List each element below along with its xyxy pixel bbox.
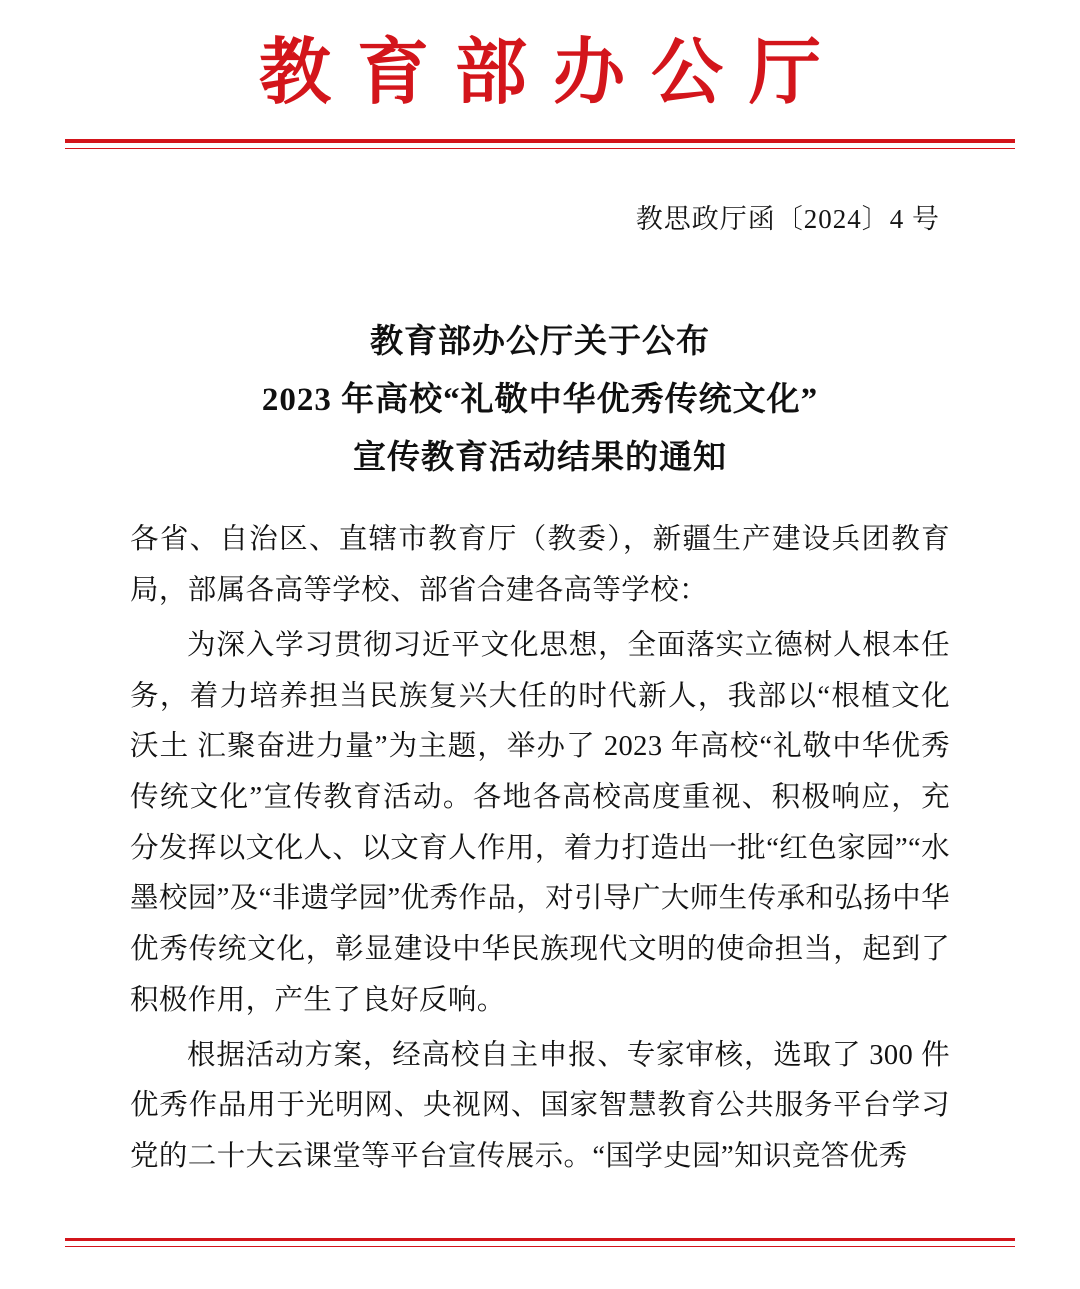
document-number: 教思政厅函〔2024〕4 号 (635, 204, 940, 235)
body-paragraph-2: 根据活动方案，经高校自主申报、专家审核，选取了 300 件优秀作品用于光明网、央视网、国家智慧教育公共服务平台学习党的二十大云课堂等平台宣传展示。“国学史园”知识竞答优秀 (130, 1039, 950, 1173)
masthead-divider (65, 139, 1015, 149)
document-title (0, 314, 1080, 487)
divider-thin-line (65, 148, 1015, 149)
body-paragraph-1: 为深入学习贯彻习近平文化思想，全面落实立德树人根本任务，着力培养担当民族复兴大任的时代新人，我部以“根植文化沃土 汇聚奋进力量”为主题，举办了 2023 年高校“礼敬中华优秀传统文化”宣传教育活动。各地各高校高度重视、积极响应，充分发挥以文化人、以文育人作用，着力打造出一批“红色家园”“水墨校园”及“非遗学园”优秀作品，对引导广大师生传承和弘扬中华优秀传统文化，彰显建设中华民族现代文明的使命担当，起到了积极作用，产生了良好反响。 (130, 629, 950, 1016)
footer-divider-thick-line (65, 1238, 1015, 1241)
document-body (130, 515, 950, 1182)
masthead (0, 0, 1080, 149)
title-line-3: 宣传教育活动结果的通知 (353, 439, 727, 476)
addressee-paragraph: 各省、自治区、直辖市教育厅（教委），新疆生产建设兵团教育局，部属各高等学校、部省合建各高等学校： (130, 524, 950, 607)
footer-divider-thin-line (65, 1246, 1015, 1247)
masthead-title: 教育部办公厅 (258, 33, 847, 113)
title-line-1: 教育部办公厅关于公布 (370, 324, 710, 361)
title-line-2: 2023 年高校“礼敬中华优秀传统文化” (261, 381, 819, 418)
divider-thick-line (65, 139, 1015, 143)
footer-divider (65, 1238, 1015, 1247)
